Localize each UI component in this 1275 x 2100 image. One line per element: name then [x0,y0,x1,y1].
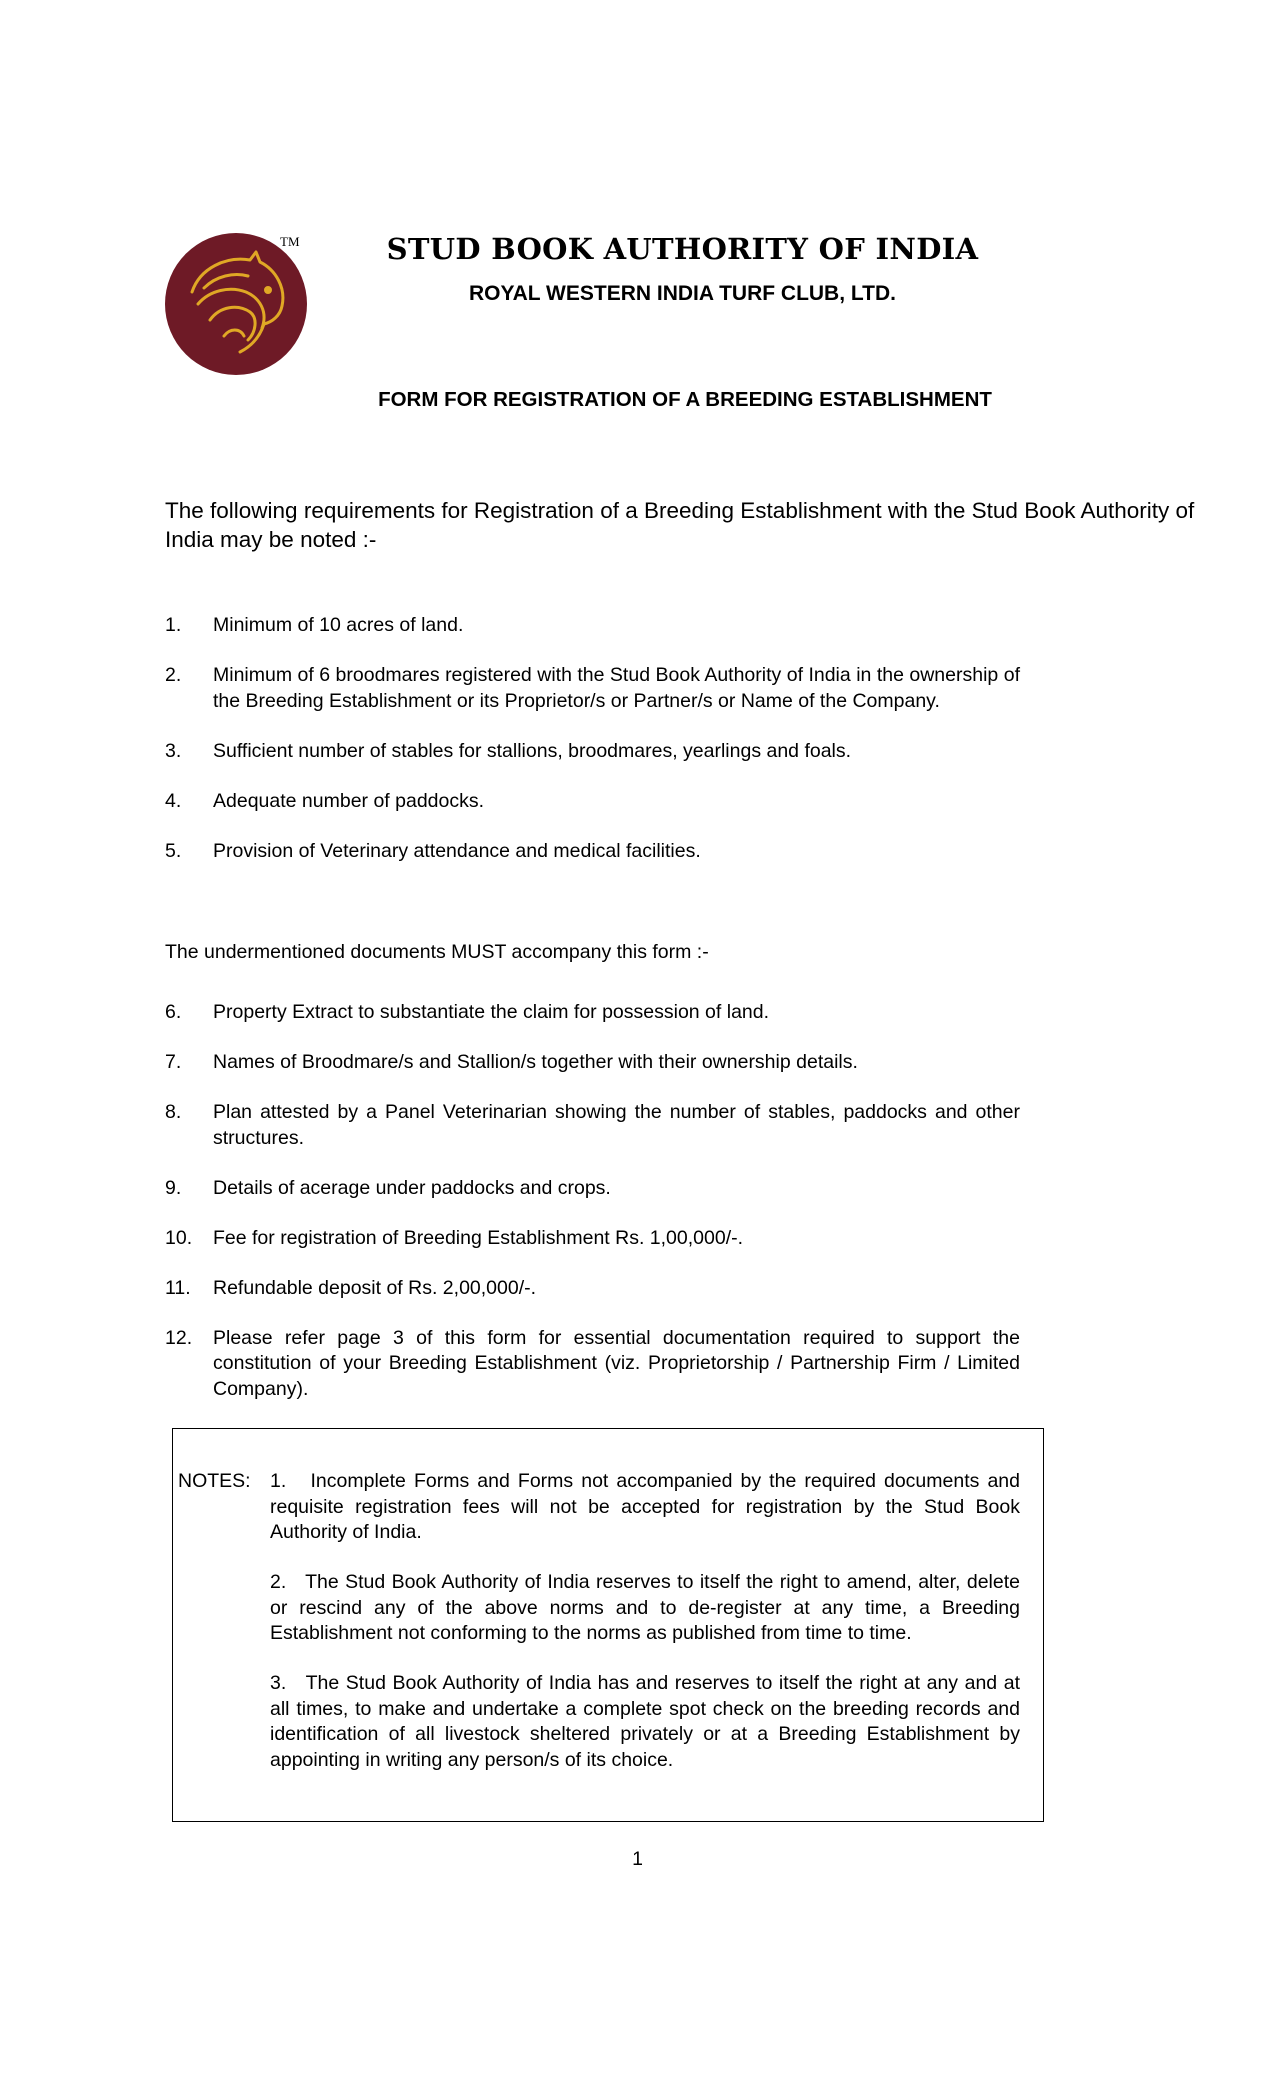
notes-box [172,1428,1044,1822]
trademark-mark: TM [280,234,300,249]
list-item [165,839,1020,865]
list-item [165,789,1020,815]
item-number: 3. [165,739,182,762]
notes-label: NOTES: [178,1470,251,1492]
list-item [165,1326,1020,1403]
item-number: 1. [165,614,182,636]
item-text: Sufficient number of stables for stallions, broodmares, yearlings and foals. [213,739,852,762]
club-name: ROYAL WESTERN INDIA TURF CLUB, LTD. [469,282,896,305]
item-text: Please refer page 3 of this form for essential documentation required to support the constitution of your Breeding Establishment (viz. Proprietorship / Partnership Firm / Limited Company). [213,1326,1020,1400]
item-text: Refundable deposit of Rs. 2,00,000/-. [213,1276,537,1299]
list-item [165,613,1020,639]
page-number: 1 [632,1848,643,1870]
item-text: Minimum of 6 broodmares registered with the Stud Book Authority of India in the ownership of the Breeding Establishment or its Proprietor/s or Partner/s or Name of the Company. [213,664,1020,712]
item-number: 10. [165,1226,193,1249]
requirements-list [165,613,1020,889]
list-item [165,1050,1020,1076]
list-item [165,663,1020,714]
note-item: 3. The Stud Book Authority of India has and reserves to itself the right at any and at all times, to make and undertake a complete spot check on the breeding records and identification of all livestock sheltered privately or at a Breeding Establishment by appointing in writing any person/s of its choice. [270,1672,1020,1771]
item-text: Minimum of 10 acres of land. [213,614,464,636]
intro-paragraph: The following requirements for Registration of a Breeding Establishment with the Stud Book Authority of India may be noted :- [165,498,1195,552]
item-number: 2. [165,664,182,686]
documents-list [165,1000,1020,1427]
item-text: Names of Broodmare/s and Stallion/s together with their ownership details. [213,1051,858,1073]
note-item: 2. The Stud Book Authority of India reserves to itself the right to amend, alter, delete or rescind any of the above norms and to de-register at any time, a Breeding Establishment not conforming to the norms as published from time to time. [270,1571,1020,1644]
item-text: Provision of Veterinary attendance and medical facilities. [213,839,701,862]
item-text: Adequate number of paddocks. [213,789,485,812]
item-number: 6. [165,1001,182,1023]
organization-name: STUD BOOK AUTHORITY OF INDIA [386,232,979,266]
item-number: 9. [165,1176,182,1199]
documents-intro: The undermentioned documents MUST accompany this form :- [165,941,709,963]
form-title: FORM FOR REGISTRATION OF A BREEDING ESTABLISHMENT [378,388,992,411]
item-number: 5. [165,839,182,862]
item-number: 7. [165,1051,182,1073]
item-text: Plan attested by a Panel Veterinarian showing the number of stables, paddocks and other structures. [213,1101,1020,1149]
note-item: 1. Incomplete Forms and Forms not accompanied by the required documents and requisite registration fees will not be accepted for registration by the Stud Book Authority of India. [270,1470,1020,1543]
list-item [165,739,1020,765]
item-number: 8. [165,1101,182,1123]
list-item [165,1000,1020,1026]
item-text: Property Extract to substantiate the claim for possession of land. [213,1001,770,1023]
notes-list [270,1469,1020,1798]
list-item [165,1100,1020,1151]
item-number: 4. [165,789,182,812]
item-number: 11. [165,1276,191,1299]
list-item [165,1226,1020,1252]
list-item [165,1276,1020,1302]
item-text: Details of acerage under paddocks and crops. [213,1176,611,1199]
horse-logo-icon [164,232,308,376]
list-item [165,1176,1020,1202]
item-text: Fee for registration of Breeding Establishment Rs. 1,00,000/-. [213,1226,744,1249]
item-number: 12. [165,1326,193,1349]
